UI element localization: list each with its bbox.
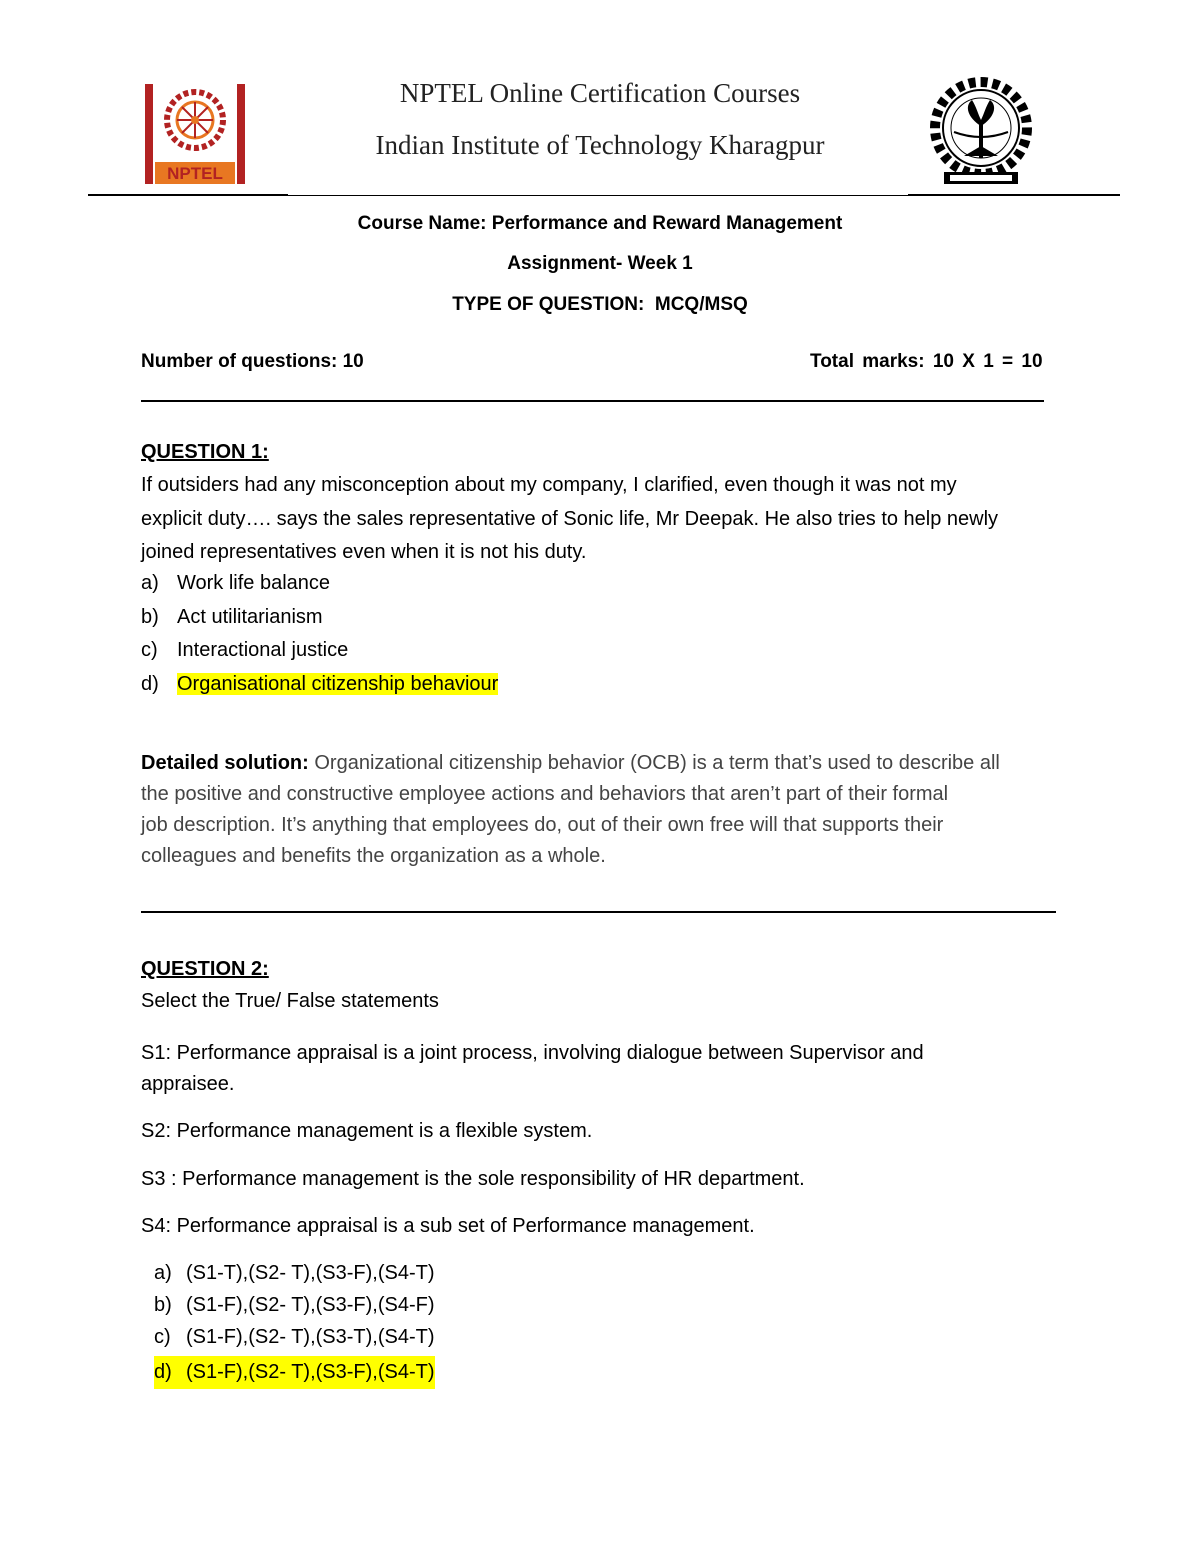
section-divider — [141, 400, 1044, 402]
option-text: Act utilitarianism — [177, 606, 323, 628]
option-text: (S1-T),(S2- T),(S3-F),(S4-T) — [186, 1262, 435, 1284]
question-1-solution-line: job description. It’s anything that employees do, out of their own free will that supports their — [141, 814, 944, 836]
course-name: Course Name: Performance and Reward Management — [357, 213, 843, 234]
option-letter: b) — [154, 1294, 172, 1316]
option-letter: b) — [141, 606, 159, 628]
option-text: Interactional justice — [177, 639, 349, 661]
iit-kharagpur-logo — [928, 76, 1034, 186]
option-letter: d) — [141, 673, 159, 695]
statement-s1: S1: Performance appraisal is a joint process, involving dialogue between Supervisor and — [141, 1042, 924, 1064]
correct-answer-highlight — [154, 1356, 435, 1389]
question-1-solution-line: the positive and constructive employee actions and behaviors that aren’t part of their formal — [141, 783, 949, 805]
option-letter: d) — [154, 1361, 172, 1383]
question-1-text-line: explicit duty…. says the sales representative of Sonic life, Mr Deepak. He also tries to help newly — [141, 508, 999, 530]
question-1-heading: QUESTION 1: — [141, 441, 269, 463]
statement-s2: S2: Performance management is a flexible system. — [141, 1120, 593, 1142]
question-1-text-line: joined representatives even when it is not his duty. — [141, 541, 587, 563]
solution-text: Organizational citizenship behavior (OCB) is a term that’s used to describe all — [308, 752, 1000, 774]
question-2-option-a — [154, 1257, 435, 1290]
option-letter: a) — [141, 572, 159, 594]
header-title-line1: NPTEL Online Certification Courses — [399, 78, 801, 108]
header-rule — [88, 195, 1120, 196]
question-1-text-line: If outsiders had any misconception about my company, I clarified, even though it was not my — [141, 474, 957, 496]
option-text: (S1-F),(S2- T),(S3-F),(S4-F) — [186, 1294, 435, 1316]
statement-s3: S3 : Performance management is the sole responsibility of HR department. — [141, 1168, 805, 1190]
statement-s1-cont: appraisee. — [141, 1073, 235, 1095]
number-of-questions: Number of questions: 10 — [141, 351, 364, 372]
nptel-logo-text: NPTEL — [167, 164, 223, 183]
option-letter: c) — [141, 639, 158, 661]
section-divider — [141, 911, 1056, 913]
option-text: (S1-F),(S2- T),(S3-T),(S4-T) — [186, 1326, 435, 1348]
question-1-solution-line: colleagues and benefits the organization as a whole. — [141, 845, 606, 867]
solution-label: Detailed solution: — [141, 752, 309, 774]
question-type: TYPE OF QUESTION: MCQ/MSQ — [452, 294, 748, 315]
option-letter: a) — [154, 1262, 172, 1284]
option-letter: c) — [154, 1326, 171, 1348]
statement-s4: S4: Performance appraisal is a sub set of Performance management. — [141, 1215, 755, 1237]
question-2-prompt: Select the True/ False statements — [141, 990, 439, 1012]
question-1-option-b — [141, 601, 323, 634]
question-2-option-c — [154, 1321, 435, 1354]
question-1-solution-line — [141, 747, 1000, 780]
total-marks: Total marks: 10 X 1 = 10 — [810, 351, 1043, 372]
question-2-option-b — [154, 1289, 435, 1322]
option-text: (S1-F),(S2- T),(S3-F),(S4-T) — [186, 1361, 435, 1383]
question-1-option-a — [141, 567, 330, 600]
question-2-option-d-correct — [154, 1356, 435, 1389]
correct-answer-highlight: Organisational citizenship behaviour — [177, 673, 499, 695]
question-2-heading: QUESTION 2: — [141, 958, 269, 980]
assignment-title: Assignment- Week 1 — [507, 253, 693, 274]
header-title-line2: Indian Institute of Technology Kharagpur — [375, 130, 825, 160]
question-1-option-d-correct — [141, 668, 498, 701]
question-1-option-c — [141, 634, 348, 667]
option-text: Work life balance — [177, 572, 331, 594]
